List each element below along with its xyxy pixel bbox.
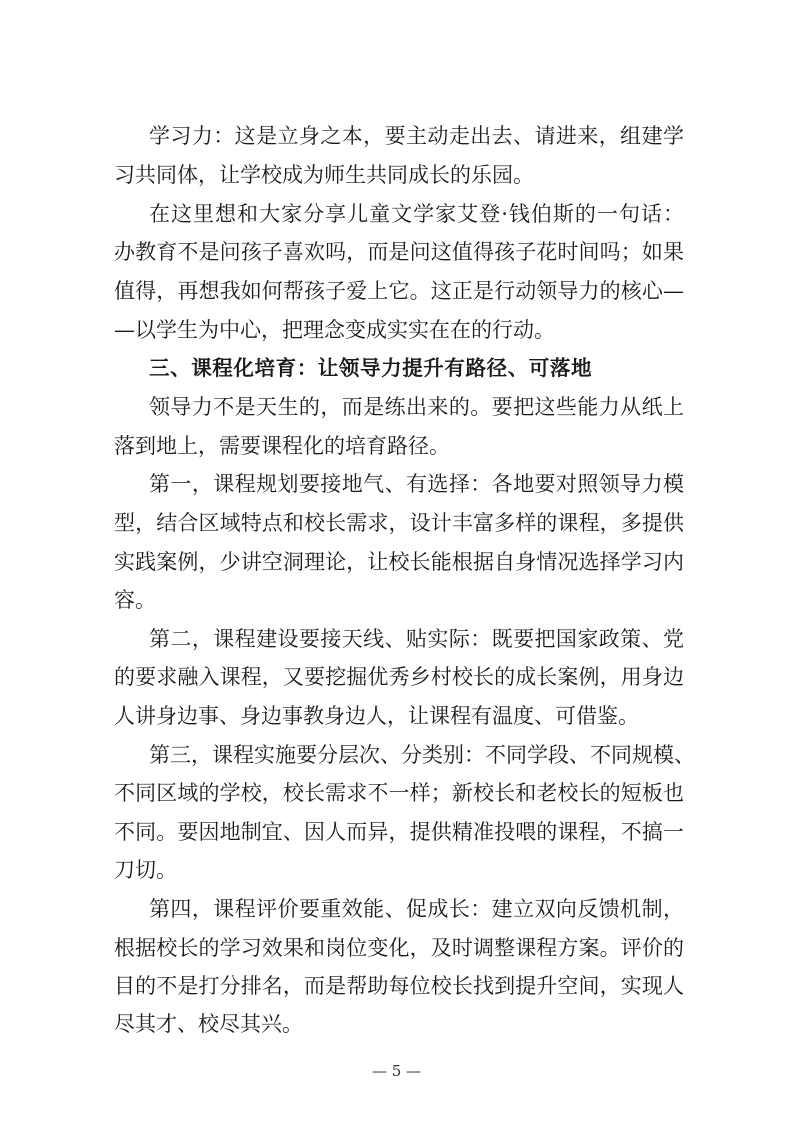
paragraph-line: 尽其才、校尽其兴。 [114, 1012, 303, 1036]
page-number: — 5 — [371, 1062, 422, 1080]
paragraph-line: 第二，课程建设要接天线、贴实际：既要把国家政策、党 [149, 627, 684, 651]
paragraph-line: 人讲身边事、身边事教身边人，让课程有温度、可借鉴。 [114, 704, 639, 728]
paragraph-line: 落到地上，需要课程化的培育路径。 [114, 434, 450, 458]
paragraph-line: 第三，课程实施要分层次、分类别：不同学段、不同规模、 [149, 743, 695, 767]
paragraph-line: 学习力：这是立身之本，要主动走出去、请进来，组建学 [149, 124, 684, 148]
paragraph-line: 容。 [114, 588, 156, 612]
paragraph-line: 根据校长的学习效果和岗位变化，及时调整课程方案。评价的 [114, 936, 684, 960]
paragraph-line: —以学生为中心，把理念变成实实在在的行动。 [114, 318, 555, 342]
section-heading: 三、课程化培育：让领导力提升有路径、可落地 [149, 356, 593, 380]
paragraph-line: 刀切。 [114, 858, 177, 882]
paragraph-line: 目的不是打分排名，而是帮助每位校长找到提升空间，实现人 [114, 974, 684, 998]
paragraph-line: 型，结合区域特点和校长需求，设计丰富多样的课程，多提供 [114, 511, 684, 535]
paragraph-line: 实践案例，少讲空洞理论，让校长能根据自身情况选择学习内 [114, 550, 684, 574]
paragraph-line: 在这里想和大家分享儿童文学家艾登·钱伯斯的一句话： [149, 202, 684, 226]
paragraph-line: 习共同体，让学校成为师生共同成长的乐园。 [114, 163, 534, 187]
paragraph-line: 值得，再想我如何帮孩子爱上它。这正是行动领导力的核心— [114, 279, 684, 303]
paragraph-line: 的要求融入课程，又要挖掘优秀乡村校长的成长案例，用身边 [114, 665, 684, 689]
paragraph-line: 不同。要因地制宜、因人而异，提供精准投喂的课程，不搞一 [114, 820, 684, 844]
paragraph-line: 不同区域的学校，校长需求不一样；新校长和老校长的短板也 [114, 781, 684, 805]
paragraph-line: 领导力不是天生的，而是练出来的。要把这些能力从纸上 [149, 395, 684, 419]
paragraph-line: 第一，课程规划要接地气、有选择：各地要对照领导力模 [149, 472, 684, 496]
paragraph-line: 办教育不是问孩子喜欢吗，而是问这值得孩子花时间吗；如果 [114, 240, 684, 264]
paragraph-line: 第四，课程评价要重效能、促成长：建立双向反馈机制， [149, 897, 684, 921]
